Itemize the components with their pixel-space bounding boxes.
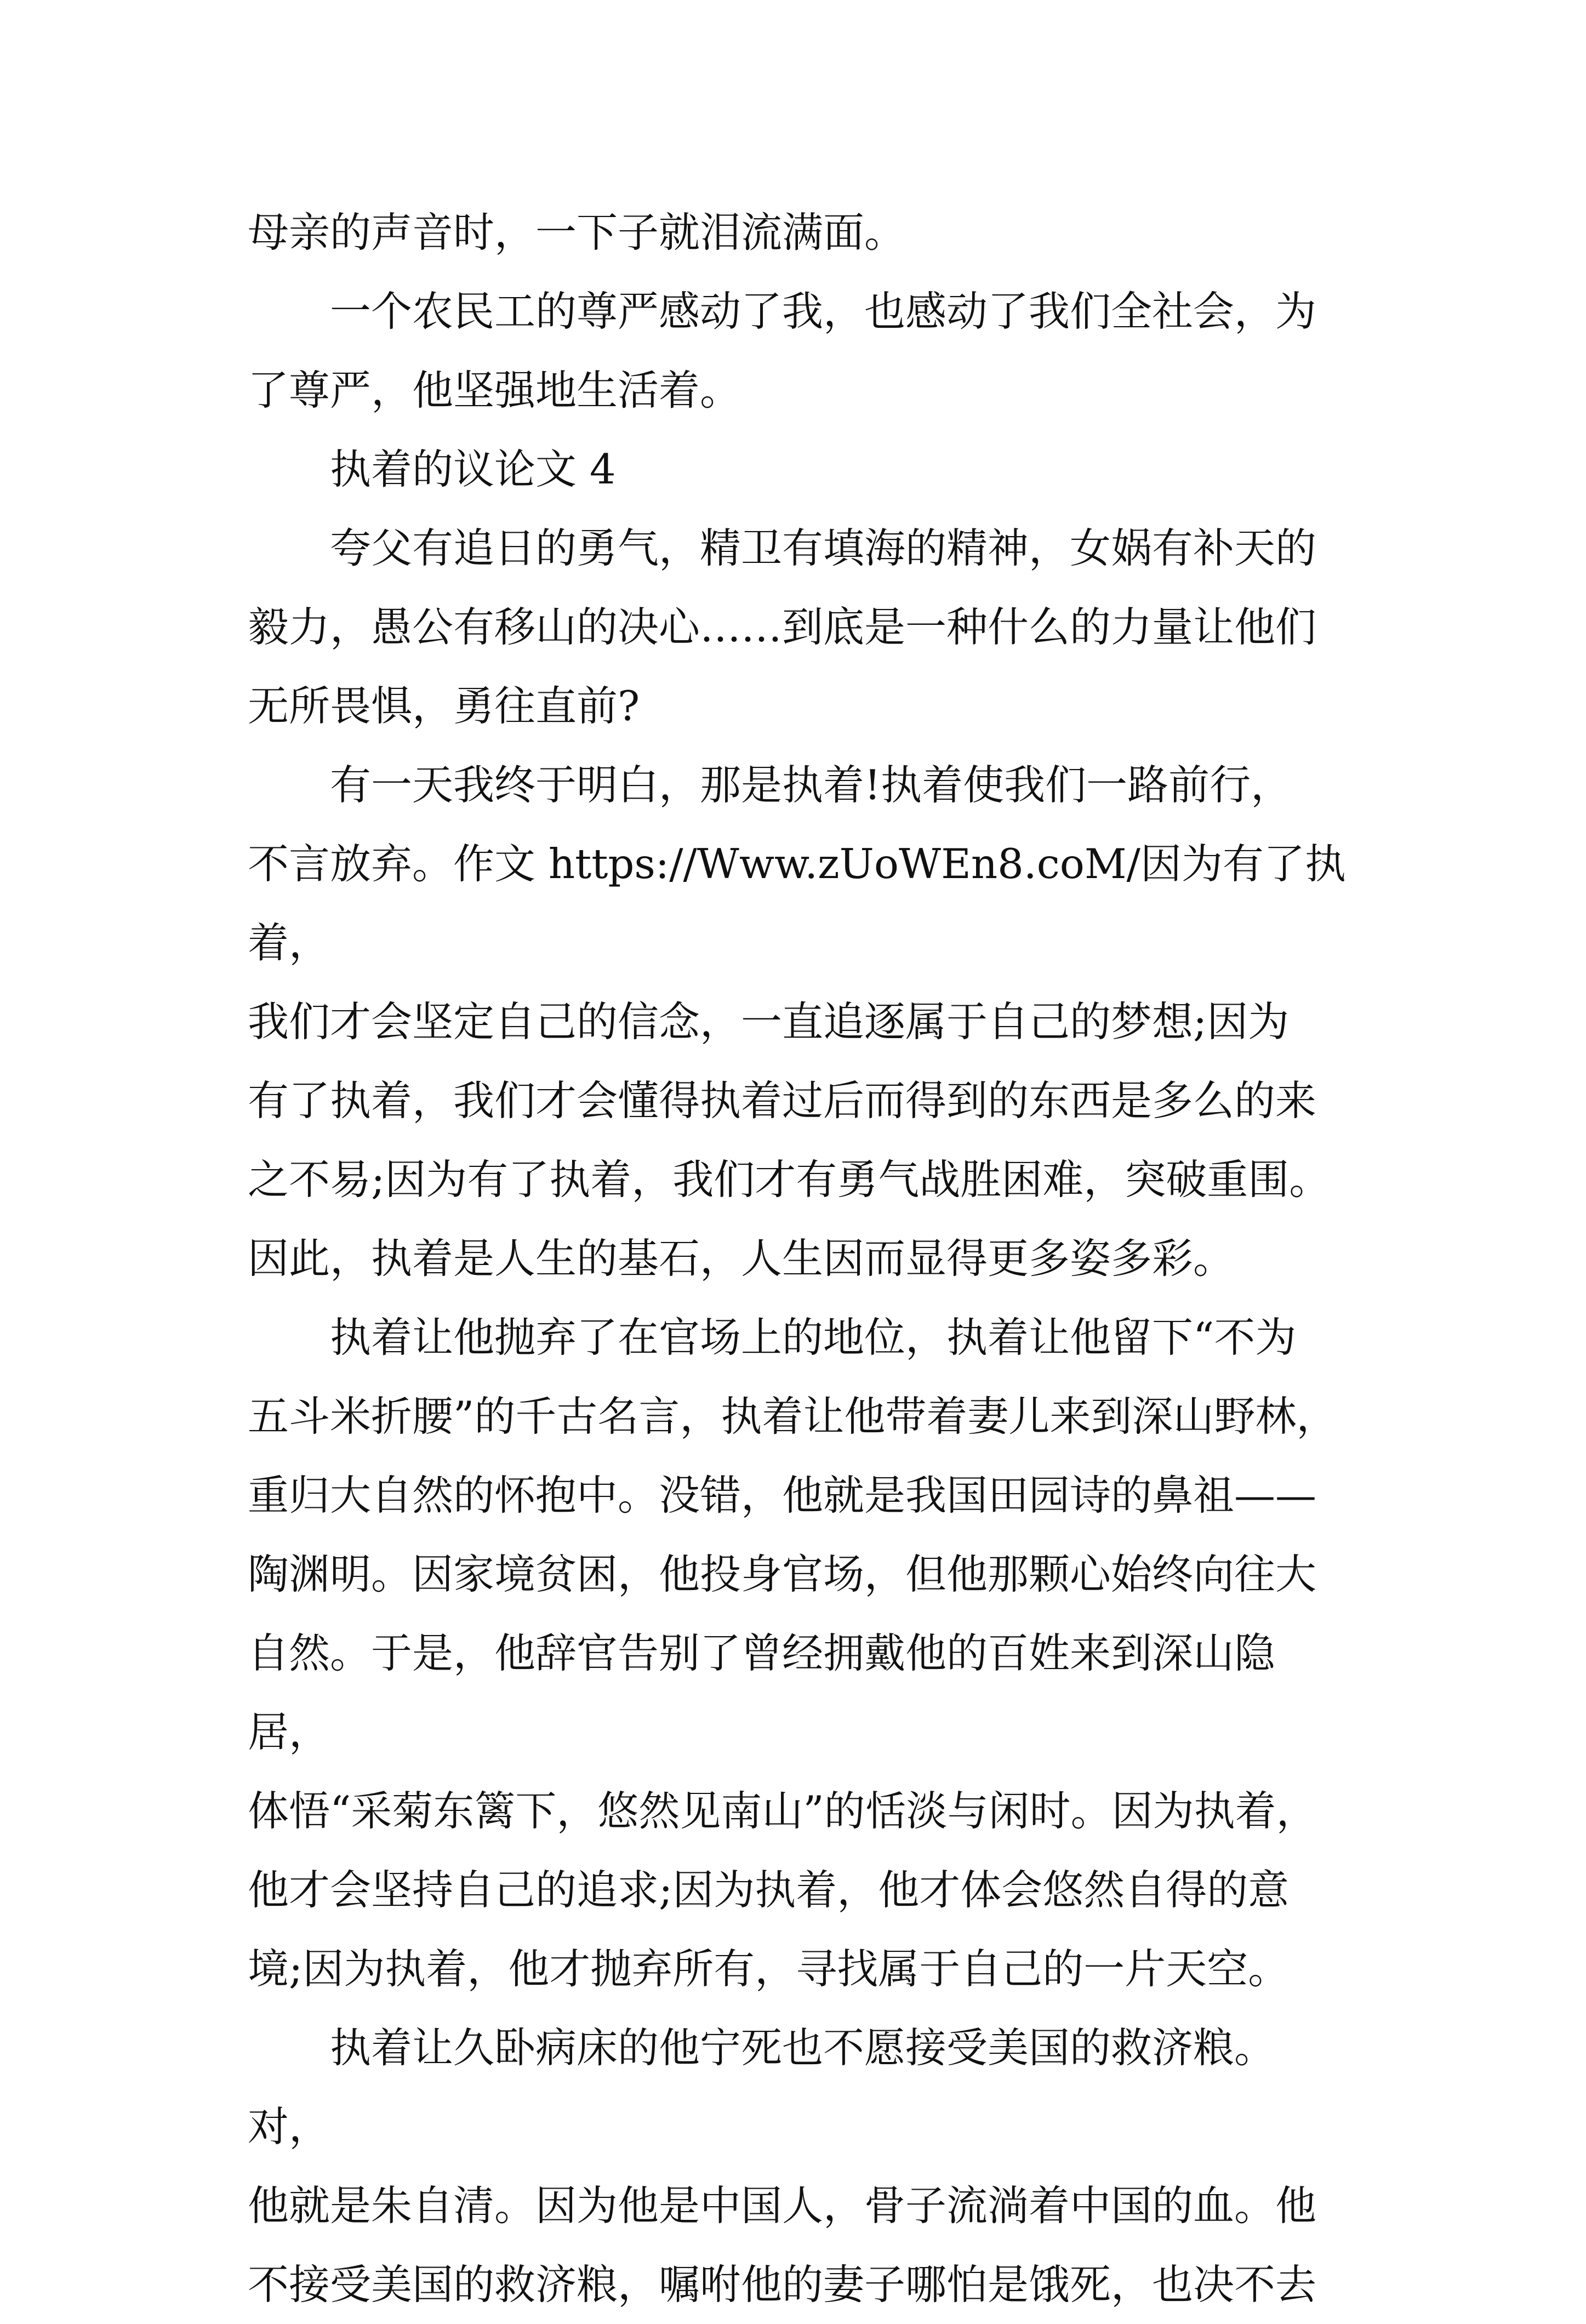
line: 体悟“采菊东篱下，悠然见南山”的恬淡与闲时。因为执着，	[248, 1787, 1317, 1835]
line: 他就是朱自清。因为他是中国人，骨子流淌着中国的血。他	[248, 2181, 1317, 2230]
section-heading	[248, 430, 1349, 509]
line: 自然。于是，他辞官告别了曾经拥戴他的百姓来到深山隐居，	[248, 1629, 1276, 1756]
paragraph-6	[248, 1298, 1349, 2008]
line: 境;因为执着，他才抛弃所有，寻找属于自己的一片天空。	[248, 1945, 1290, 1993]
paragraph-7	[248, 2008, 1349, 2324]
line: 重归大自然的怀抱中。没错，他就是我国田园诗的鼻祖——	[248, 1471, 1317, 1519]
line: 不接受美国的救济粮，嘱咐他的妻子哪怕是饿死，也决不去	[248, 2260, 1317, 2309]
line: 毅力，愚公有移山的决心……到底是一种什么的力量让他们	[248, 603, 1317, 651]
line: 执着让久卧病床的他宁死也不愿接受美国的救济粮。对，	[248, 2024, 1276, 2151]
line: 之不易;因为有了执着，我们才有勇气战胜困难，突破重围。	[248, 1155, 1331, 1204]
line: 夸父有追日的勇气，精卫有填海的精神，女娲有补天的	[330, 524, 1317, 572]
document-body	[248, 193, 1349, 2324]
line: 了尊严，他坚强地生活着。	[248, 366, 741, 414]
line: 不言放弃。作文 https://Www.zUoWEn8.coM/因为有了执着，	[248, 840, 1346, 967]
line: 母亲的声音时，一下子就泪流满面。	[248, 208, 906, 257]
line: 他才会坚持自己的追求;因为执着，他才体会悠然自得的意	[248, 1866, 1290, 1914]
line: 执着让他抛弃了在官场上的地位，执着让他留下“不为	[330, 1313, 1297, 1362]
paragraph-4	[248, 509, 1349, 745]
line: 一个农民工的尊严感动了我，也感动了我们全社会，为	[330, 287, 1317, 335]
line: 无所畏惧，勇往直前?	[248, 682, 640, 730]
heading-text: 执着的议论文 4	[330, 445, 616, 493]
line: 有一天我终于明白，那是执着!执着使我们一路前行，	[330, 761, 1292, 809]
line: 五斗米折腰”的千古名言，执着让他带着妻儿来到深山野林，	[248, 1392, 1338, 1440]
line: 陶渊明。因家境贫困，他投身官场，但他那颗心始终向往大	[248, 1550, 1317, 1598]
line: 我们才会坚定自己的信念，一直追逐属于自己的梦想;因为	[248, 998, 1290, 1046]
paragraph-1	[248, 193, 1349, 272]
line: 因此，执着是人生的基石，人生因而显得更多姿多彩。	[248, 1234, 1235, 1283]
paragraph-2	[248, 272, 1349, 430]
paragraph-5	[248, 745, 1349, 1298]
line: 有了执着，我们才会懂得执着过后而得到的东西是多么的来	[248, 1076, 1317, 1125]
